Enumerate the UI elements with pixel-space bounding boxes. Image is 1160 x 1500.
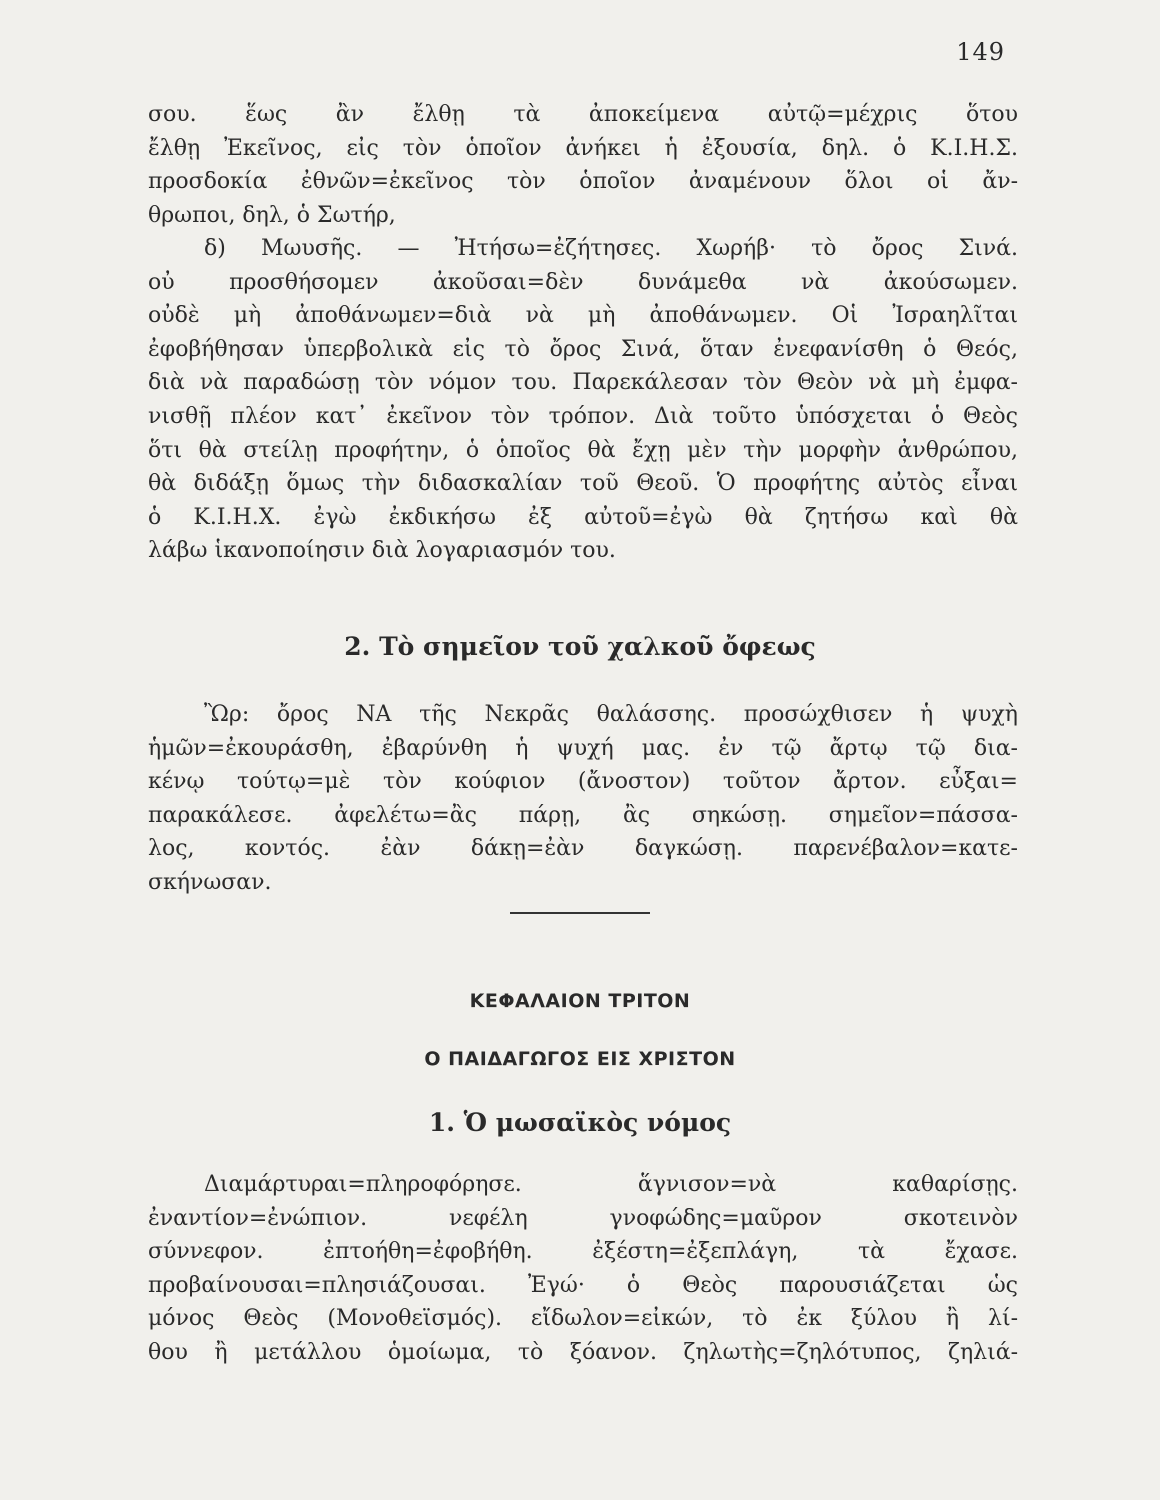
text-line: ὁ Κ.Ι.Η.Χ. ἐγὼ ἐκδικήσω ἐξ αὐτοῦ=ἐγὼ θὰ ζητήσω καὶ θὰ [148, 504, 1018, 530]
text-line: κένῳ τούτῳ=μὲ τὸν κούφιον (ἄνοστον) τοῦτον ἄρτον. εὖξαι= [148, 769, 1018, 795]
chapter-title: ΚΕΦΑΛΑΙΟΝ ΤΡΙΤΟΝ [469, 990, 691, 1012]
text-line: ἐφοβήθησαν ὑπερβολικὰ εἰς τὸ ὄρος Σινά, ὅταν ἐνεφανίσθη ὁ Θεός, [148, 336, 1018, 362]
text-line: οὐ προσθήσομεν ἀκοῦσαι=δὲν δυνάμεθα νὰ ἀκούσωμεν. [148, 269, 1018, 295]
text-line: λάβω ἱκανοποίησιν διὰ λογαριασμόν του. [148, 538, 616, 564]
text-line: παρακάλεσε. ἀφελέτω=ἂς πάρῃ, ἂς σηκώσῃ. σημεῖον=πάσσα- [148, 802, 1018, 828]
paragraph-genesis-blessing [148, 98, 1018, 232]
text-line: ἐναντίον=ἐνώπιον. νεφέλη γνοφώδης=μαῦρον σκοτεινὸν [148, 1205, 1018, 1231]
text-line: σύννεφον. ἐπτοήθη=ἐφοβήθη. ἐξέστη=ἐξεπλάγη, τὰ ἔχασε. [148, 1239, 1018, 1265]
text-line: θρωποι, δηλ, ὁ Σωτήρ, [148, 202, 396, 228]
text-line: ὅτι θὰ στείλῃ προφήτην, ὁ ὁποῖος θὰ ἔχῃ μὲν τὴν μορφὴν ἀνθρώπου, [148, 437, 1018, 463]
text-line: σκήνωσαν. [148, 869, 272, 895]
text-line: θὰ διδάξῃ ὅμως τὴν διδασκαλίαν τοῦ Θεοῦ. Ὁ προφήτης αὐτὸς εἶναι [148, 471, 1018, 497]
text-line: δ) Μωυσῆς. — Ἠτήσω=ἐζήτησες. Χωρήβ· τὸ ὄρος Σινά. [204, 236, 1018, 261]
text-line: θου ἢ μετάλλου ὁμοίωμα, τὸ ξόανον. ζηλωτὴς=ζηλότυπος, ζηλιά- [148, 1339, 1018, 1365]
section-heading-mosaic-law: 1. Ὁ μωσαϊκὸς νόμος [428, 1108, 732, 1137]
text-line: λος, κοντός. ἐὰν δάκῃ=ἐὰν δαγκώσῃ. παρενέβαλον=κατε- [148, 836, 1018, 862]
paragraph-moses [148, 232, 1018, 568]
text-line: ἔλθῃ Ἐκεῖνος, εἰς τὸν ὁποῖον ἀνήκει ἡ ἐξουσία, δηλ. ὁ Κ.Ι.Η.Σ. [148, 135, 1018, 161]
page-number: 149 [956, 38, 1005, 66]
text-line: οὐδὲ μὴ ἀποθάνωμεν=διὰ νὰ μὴ ἀποθάνωμεν. Οἱ Ἰσραηλῖται [148, 303, 1018, 329]
section-heading-bronze-serpent: 2. Τὸ σημεῖον τοῦ χαλκοῦ ὄφεως [344, 632, 816, 661]
text-line: προβαίνουσαι=πλησιάζουσαι. Ἐγώ· ὁ Θεὸς παρουσιάζεται ὡς [148, 1272, 1018, 1298]
text-line: διὰ νὰ παραδώσῃ τὸν νόμον του. Παρεκάλεσαν τὸν Θεὸν νὰ μὴ ἐμφα- [148, 370, 1018, 396]
text-line: Διαμάρτυραι=πληροφόρησε. ἅγνισον=νὰ καθαρίσῃς. [204, 1172, 1018, 1197]
text-line: νισθῇ πλέον κατ᾿ ἐκεῖνον τὸν τρόπον. Διὰ τοῦτο ὑπόσχεται ὁ Θεὸς [148, 403, 1018, 429]
text-line: ἡμῶν=ἐκουράσθη, ἐβαρύνθη ἡ ψυχή μας. ἐν τῷ ἄρτῳ τῷ δια- [148, 735, 1018, 761]
text-line: σου. ἕως ἂν ἔλθῃ τὰ ἀποκείμενα αὐτῷ=μέχρις ὅτου [148, 102, 1018, 127]
text-line: μόνος Θεὸς (Μονοθεϊσμός). εἴδωλον=εἰκών, τὸ ἐκ ξύλου ἢ λί- [148, 1306, 1018, 1332]
paragraph-mosaic-law [148, 1168, 1018, 1370]
paragraph-bronze-serpent [148, 698, 1018, 900]
text-line: Ὢρ: ὄρος ΝΑ τῆς Νεκρᾶς θαλάσσης. προσώχθισεν ἡ ψυχὴ [204, 702, 1018, 727]
chapter-subtitle: Ο ΠΑΙΔΑΓΩΓΟΣ ΕΙΣ ΧΡΙΣΤΟΝ [424, 1048, 736, 1070]
section-divider [510, 912, 650, 914]
text-line: προσδοκία ἐθνῶν=ἐκεῖνος τὸν ὁποῖον ἀναμένουν ὅλοι οἱ ἄν- [148, 169, 1018, 195]
